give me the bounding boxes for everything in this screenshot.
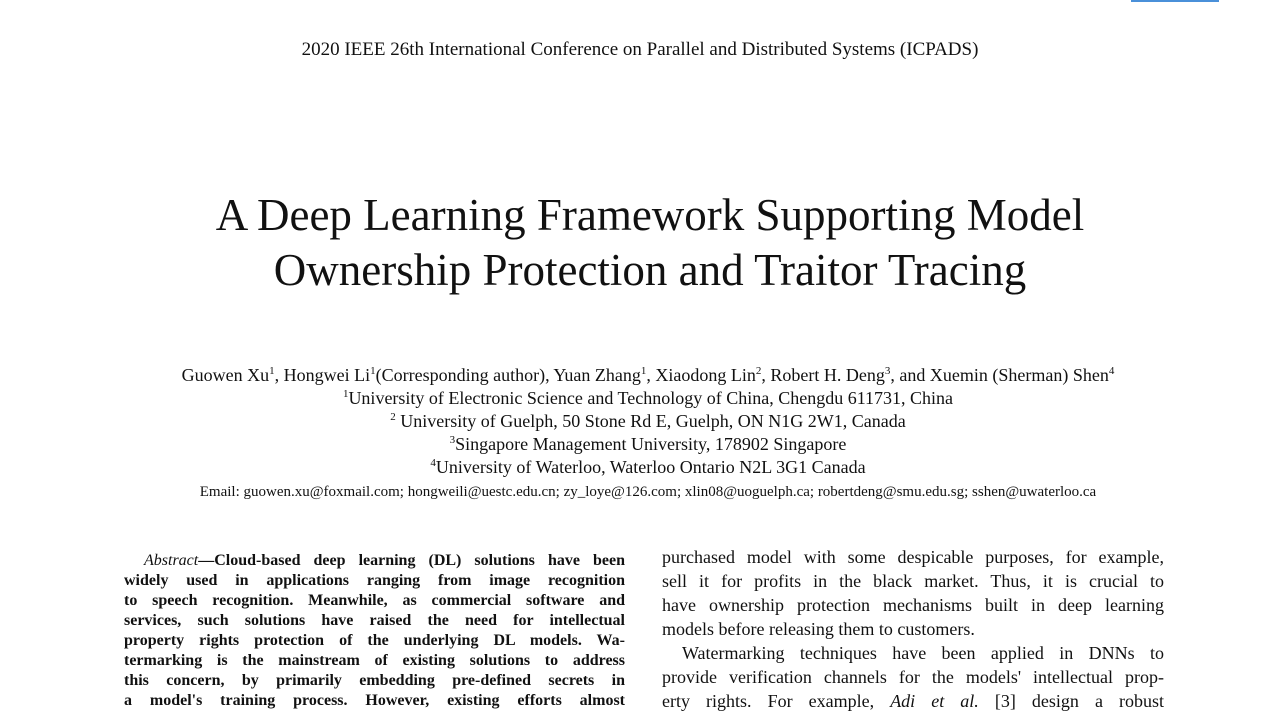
affiliation-text: Singapore Management University, 178902 Singapore bbox=[455, 434, 847, 454]
paper-title bbox=[0, 188, 1280, 298]
body-line: purchased model with some despicable purposes, for example, bbox=[662, 547, 1164, 567]
author-name: Xiaodong Lin bbox=[655, 365, 756, 385]
abstract-label: Abstract bbox=[144, 552, 199, 569]
abstract-line: this concern, by primarily embedding pre-defined secrets in bbox=[124, 672, 625, 689]
body-line bbox=[662, 689, 1164, 713]
abstract-line: to speech recognition. Meanwhile, as commercial software and bbox=[124, 592, 625, 609]
body-line: models before releasing them to customers. bbox=[662, 619, 975, 639]
abstract-line: a model's training process. However, existing efforts almost bbox=[124, 692, 625, 709]
affiliation-1 bbox=[0, 387, 1280, 410]
affiliation-text: University of Guelph, 50 Stone Rd E, Guelph, ON N1G 2W1, Canada bbox=[395, 411, 906, 431]
body-line: have ownership protection mechanisms built in deep learning bbox=[662, 595, 1164, 615]
abstract-line: termarking is the mainstream of existing solutions to address bbox=[124, 652, 625, 669]
author-block bbox=[0, 364, 1280, 479]
author-affiliation-mark: 2 bbox=[755, 365, 762, 377]
author-separator: , bbox=[761, 365, 771, 385]
affiliation-mark: 3 bbox=[449, 434, 456, 446]
citation-tail: [3] design a robust bbox=[978, 691, 1164, 711]
conference-header: 2020 IEEE 26th International Conference on Parallel and Distributed Systems (ICPADS) bbox=[301, 39, 979, 60]
citation-authors: Adi et al. bbox=[890, 691, 979, 711]
author-affiliation-mark: 1 bbox=[269, 365, 275, 377]
author-name: Yuan Zhang bbox=[553, 365, 641, 385]
title-line-2: Ownership Protection and Traitor Tracing bbox=[273, 245, 1027, 295]
abstract-line: services, such solutions have raised the need for intellectual bbox=[124, 612, 625, 629]
author-name: Xuemin (Sherman) Shen bbox=[929, 365, 1109, 385]
author-affiliation-mark: 4 bbox=[1108, 365, 1115, 377]
author-separator: (Corresponding author), bbox=[375, 365, 554, 385]
author-name: Robert H. Deng bbox=[770, 365, 885, 385]
title-line-1: A Deep Learning Framework Supporting Model bbox=[215, 190, 1085, 240]
author-affiliation-mark: 1 bbox=[370, 365, 376, 377]
author-affiliation-mark: 3 bbox=[884, 365, 891, 377]
author-name: Guowen Xu bbox=[181, 365, 270, 385]
author-separator: , and bbox=[890, 365, 930, 385]
introduction-text bbox=[662, 545, 1164, 713]
affiliation-mark: 1 bbox=[342, 388, 349, 400]
abstract-line: widely used in applications ranging from image recognition bbox=[124, 572, 625, 589]
body-line: sell it for profits in the black market. Thus, it is crucial to bbox=[662, 571, 1164, 591]
affiliation-3 bbox=[0, 433, 1280, 456]
author-name: Hongwei Li bbox=[283, 365, 371, 385]
abstract bbox=[124, 551, 625, 711]
body-line: provide verification channels for the models' intellectual prop- bbox=[662, 667, 1164, 687]
abstract-line-text: —Cloud-based deep learning (DL) solutions have been bbox=[198, 552, 625, 569]
abstract-line: property rights protection of the underlying DL models. Wa- bbox=[124, 632, 625, 649]
body-line: Watermarking techniques have been applied in DNNs to bbox=[682, 643, 1164, 663]
email-line: Email: guowen.xu@foxmail.com; hongweili@uestc.edu.cn; zy_loye@126.com; xlin08@uoguelph.ca; robertdeng@smu.edu.sg; sshen@uwaterloo.ca bbox=[199, 484, 1097, 500]
affiliation-mark: 4 bbox=[430, 457, 436, 469]
affiliation-mark: 2 bbox=[390, 411, 396, 423]
abstract-line bbox=[124, 551, 625, 571]
author-separator: , bbox=[646, 365, 656, 385]
author-list bbox=[0, 364, 1280, 387]
author-separator: , bbox=[274, 365, 284, 385]
body-line-text: erty rights. For example, bbox=[662, 691, 891, 711]
top-accent-bar bbox=[1131, 0, 1219, 2]
affiliation-2 bbox=[0, 410, 1280, 433]
affiliation-text: University of Waterloo, Waterloo Ontario N2L 3G1 Canada bbox=[435, 457, 866, 477]
affiliation-4 bbox=[0, 456, 1280, 479]
affiliation-text: University of Electronic Science and Technology of China, Chengdu 611731, China bbox=[348, 388, 954, 408]
author-affiliation-mark: 1 bbox=[640, 365, 647, 377]
